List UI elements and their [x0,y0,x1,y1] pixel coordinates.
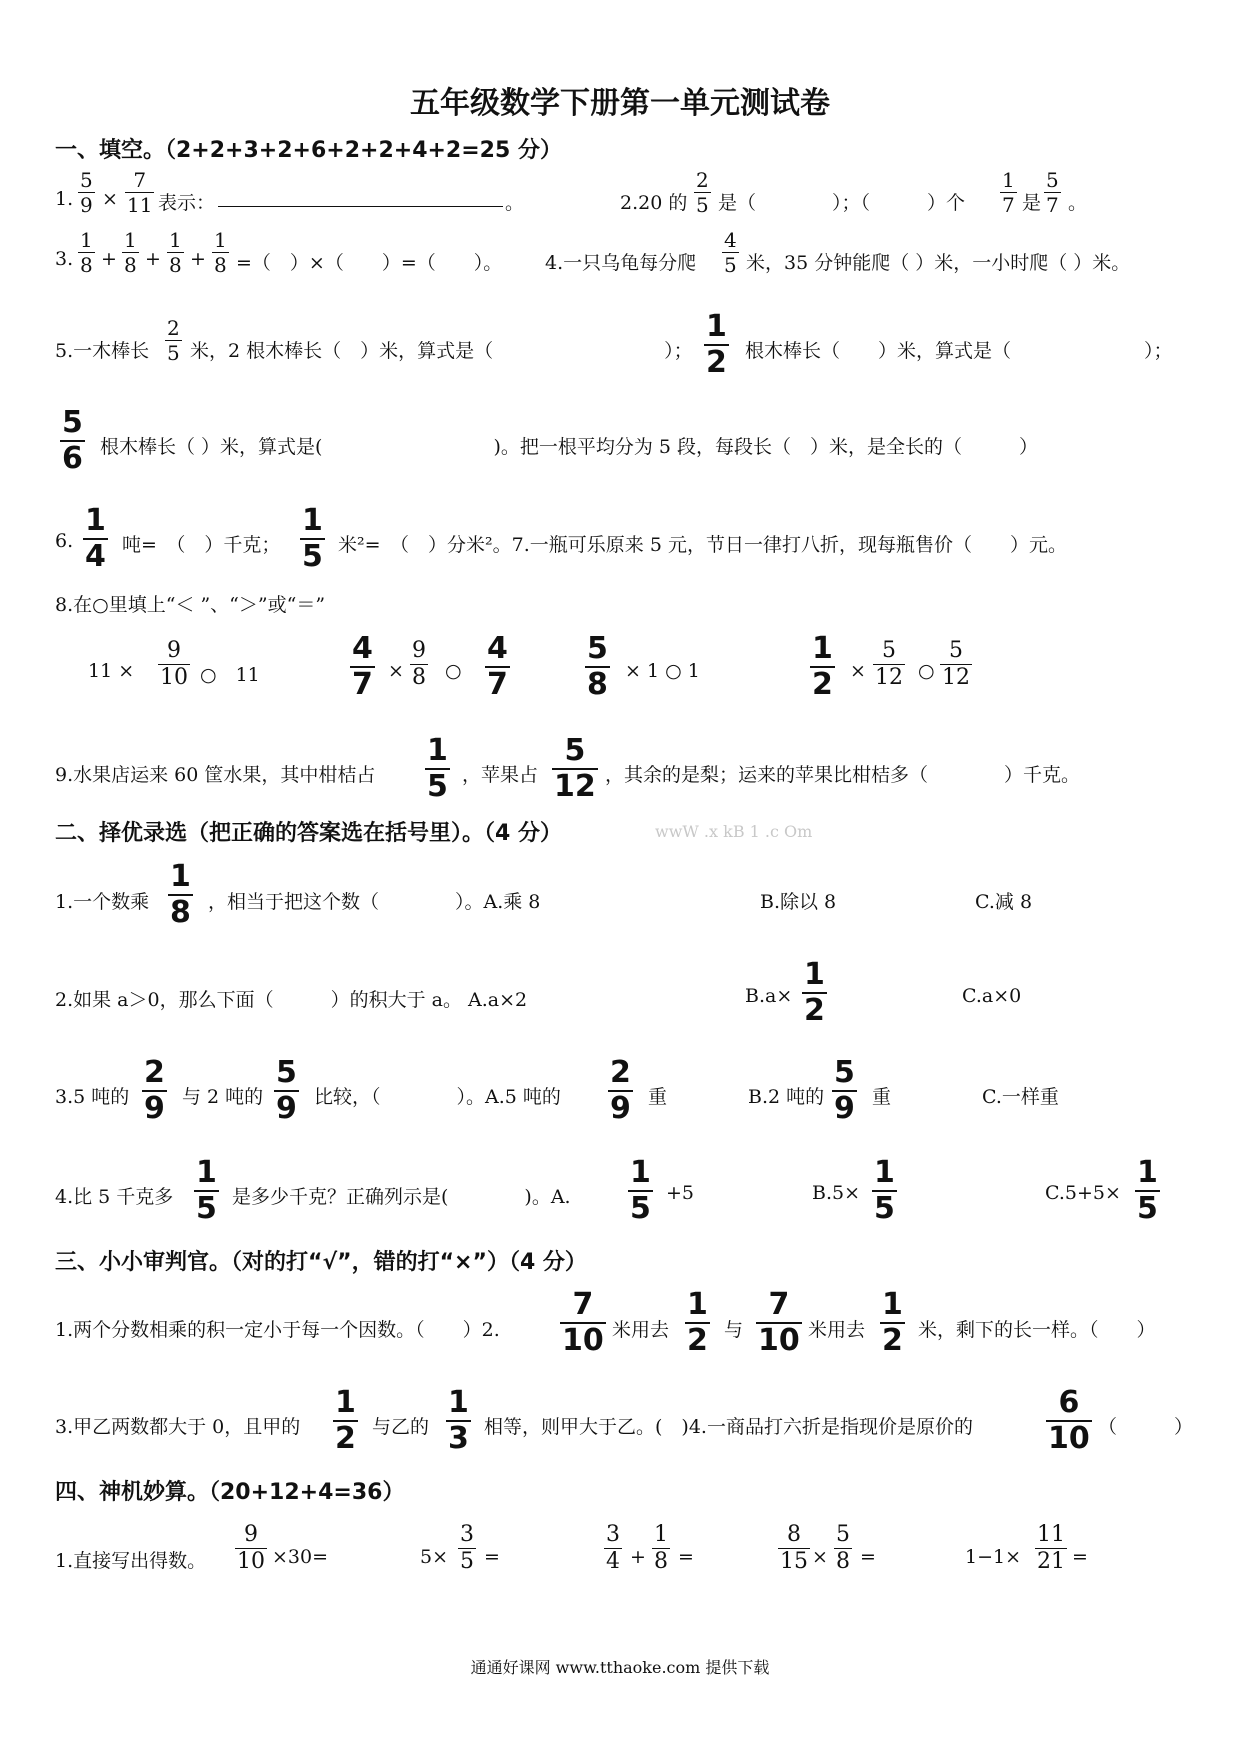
footer: 通通好课网 www.tthaoke.com 提供下载 [470,1658,770,1677]
fraction: 1 8 [170,859,191,930]
fraction: 1 8 [654,1522,668,1574]
fraction: 7 10 [562,1287,604,1358]
s2-q2-text: 2.如果 a＞0，那么下面（ ）的积大于 a。 A.a×2 [55,989,528,1011]
fraction: 5 12 [554,733,596,804]
fraction: 1 5 [196,1155,217,1226]
s2-q3-mid2: 比较，（ ）。A.5 吨的 [314,1086,561,1108]
fraction: 3 5 [460,1522,474,1574]
fraction: 1 3 [448,1385,469,1456]
q2-prefix: 2.20 的 [620,192,688,214]
fraction: 5 9 [834,1055,855,1126]
q6-prefix: 6. [55,530,74,552]
times-sign: × [388,660,404,682]
fraction: 5 7 [1046,168,1059,217]
fraction: 5 9 [80,168,93,217]
q9-tail: ，其余的是梨；运来的苹果比柑桔多（ ）千克。 [605,764,1081,786]
s2-q3-prefix: 3.5 吨的 [55,1086,130,1108]
fraction: 1 2 [804,957,825,1028]
times-sign: × [102,188,118,210]
fraction: 1 2 [706,309,727,380]
s2-q1-option-c: C.减 8 [975,891,1033,913]
calc-a-tail: ×30= [272,1546,329,1568]
q8-text: 8.在○里填上“＜ ”、“＞”或“＝” [55,594,326,616]
q9-prefix: 9.水果店运来 60 筐水果，其中柑桔占 [55,764,376,786]
q6-mid2: 米²= （ ）分米²。7.一瓶可乐原来 5 元，节日一律打八折，现每瓶售价（ ）元。 [338,534,1067,556]
s2-q3-heavy: 重 [648,1086,668,1108]
fraction: 9 10 [237,1522,265,1574]
fraction: 1 5 [427,733,448,804]
watermark: wwW .x kB 1 .c Om [655,822,813,841]
fraction: 6 10 [1048,1385,1090,1456]
s3-q3-m1: 与乙的 [372,1416,430,1438]
q5-tail: 根木棒长（ ）米，算式是（ ）； [745,340,1173,362]
fraction: 2 9 [144,1055,165,1126]
q2-is: 是 [1022,192,1042,214]
q6-mid1: 吨= （ ）千克； [122,534,281,556]
fraction: 1 5 [630,1155,651,1226]
fraction: 8 15 [780,1522,808,1574]
s2-q2-option-c: C.a×0 [962,985,1022,1007]
fraction: 11 21 [1037,1522,1065,1574]
q2-end: 。 [1068,192,1088,214]
s3-q3-tail: （ ） [1098,1416,1194,1438]
section-3-heading: 三、小小审判官。（对的打“√”，错的打“×”）（4 分） [55,1250,587,1275]
s4-q1-lead: 1.直接写出得数。 [55,1550,207,1572]
compare-circle[interactable]: ○ [445,660,462,682]
s2-q1-option-b: B.除以 8 [760,891,837,913]
calc-e-tail: = [1072,1546,1088,1568]
s3-q1-text: 1.两个分数相乘的积一定小于每一个因数。（ ）2. [55,1319,500,1341]
fraction: 5 9 [276,1055,297,1126]
fraction: 1 8 [169,228,182,277]
fraction: 7 11 [127,168,153,217]
q4-tail: 米，35 分钟能爬（ ）米，一小时爬（ ）米。 [746,252,1131,274]
fraction: 5 12 [942,638,970,690]
fraction: 1 2 [812,631,833,702]
q8a-tail: ○ 11 [200,664,260,686]
s2-q4-option-c: C.5+5× [1045,1182,1121,1204]
fraction: 2 5 [696,168,709,217]
plus-sign: + [190,248,206,270]
fraction: 1 2 [882,1287,903,1358]
q5-prefix: 5.一木棒长 [55,340,150,362]
page-title: 五年级数学下册第一单元测试卷 [410,86,830,121]
fraction: 5 8 [836,1522,850,1574]
section-4-heading: 四、神机妙算。（20+12+4=36） [55,1480,405,1505]
s3-q1-m2: 与 [724,1319,744,1341]
fraction: 9 10 [160,638,188,690]
q8a-lead: 11 × [88,660,135,682]
s3-q1-m3: 米用去 [808,1319,866,1341]
q9-mid: ，苹果占 [462,764,539,786]
fraction: 1 5 [302,503,323,574]
fraction: 3 4 [606,1522,620,1574]
fraction: 1 5 [1137,1155,1158,1226]
calc-c-tail: = [678,1546,694,1568]
s3-q3-m2: 相等，则甲大于乙。( )4.一商品打六折是指现价是原价的 [484,1416,973,1438]
q8c-tail: × 1 ○ 1 [625,660,700,682]
fraction: 4 7 [352,631,373,702]
calc-b-tail: = [484,1546,500,1568]
fraction: 2 9 [610,1055,631,1126]
s2-q1-tail: ，相当于把这个数（ ）。A.乘 8 [208,891,541,913]
s2-q4-mid: 是多少千克？正确列示是( )。A. [232,1186,571,1208]
s2-q3-option-c: C.一样重 [982,1086,1059,1108]
fraction: 1 2 [335,1385,356,1456]
s2-q3-option-b: B.2 吨的 [748,1086,825,1108]
q1-end: 。 [505,192,525,214]
calc-b-lead: 5× [420,1546,449,1568]
q4-prefix: 4.一只乌龟每分爬 [545,252,697,274]
fraction: 2 5 [167,316,180,365]
q1-prefix: 1. [55,188,74,210]
s3-q3-prefix: 3.甲乙两数都大于 0，且甲的 [55,1416,301,1438]
s2-q3-mid1: 与 2 吨的 [182,1086,264,1108]
fraction: 7 10 [758,1287,800,1358]
plus-sign: + [145,248,161,270]
fraction: 1 8 [124,228,137,277]
fraction: 1 2 [687,1287,708,1358]
section-2-heading: 二、择优录选（把正确的答案选在括号里）。（4 分） [55,821,562,846]
calc-e-lead: 1−1× [965,1546,1022,1568]
s2-q4-option-b: B.5× [812,1182,861,1204]
s2-q4-a-plus: +5 [666,1182,695,1204]
fraction: 9 8 [412,638,426,690]
times-sign: × [812,1546,828,1568]
s3-q1-m1: 米用去 [612,1319,670,1341]
answer-blank-line[interactable] [218,186,503,207]
s2-q4-prefix: 4.比 5 千克多 [55,1186,174,1208]
fraction: 1 7 [1002,168,1015,217]
fraction: 1 8 [80,228,93,277]
s2-q1-prefix: 1.一个数乘 [55,891,150,913]
fraction: 1 5 [874,1155,895,1226]
plus-sign: + [101,248,117,270]
q1-text: 表示： [158,192,216,214]
fraction: 5 8 [587,631,608,702]
compare-circle[interactable]: ○ [918,660,935,682]
q5b-tail: 根木棒长（ ）米，算式是( )。把一根平均分为 5 段，每段长（ ）米，是全长的（ ） [100,436,1039,458]
section-1-heading: 一、填空。（2+2+3+2+6+2+2+4+2=25 分） [55,138,562,163]
s2-q3-heavy: 重 [872,1086,892,1108]
q2-mid: 是（ ）；（ ）个 [718,192,966,214]
fraction: 5 12 [875,638,903,690]
q3-tail: =（ ）×（ ）=（ ）。 [236,252,503,274]
s2-q2-option-b: B.a× [745,985,793,1007]
q3-prefix: 3. [55,248,74,270]
s3-q1-tail: 米，剩下的长一样。（ ） [918,1319,1156,1341]
fraction: 5 6 [62,405,83,476]
q5-mid: 米，2 根木棒长（ ）米，算式是（ ）； [190,340,693,362]
calc-d-tail: = [860,1546,876,1568]
fraction: 1 8 [214,228,227,277]
plus-sign: + [630,1546,646,1568]
fraction: 4 7 [487,631,508,702]
fraction: 1 4 [85,503,106,574]
times-sign: × [850,660,866,682]
fraction: 4 5 [724,228,737,277]
